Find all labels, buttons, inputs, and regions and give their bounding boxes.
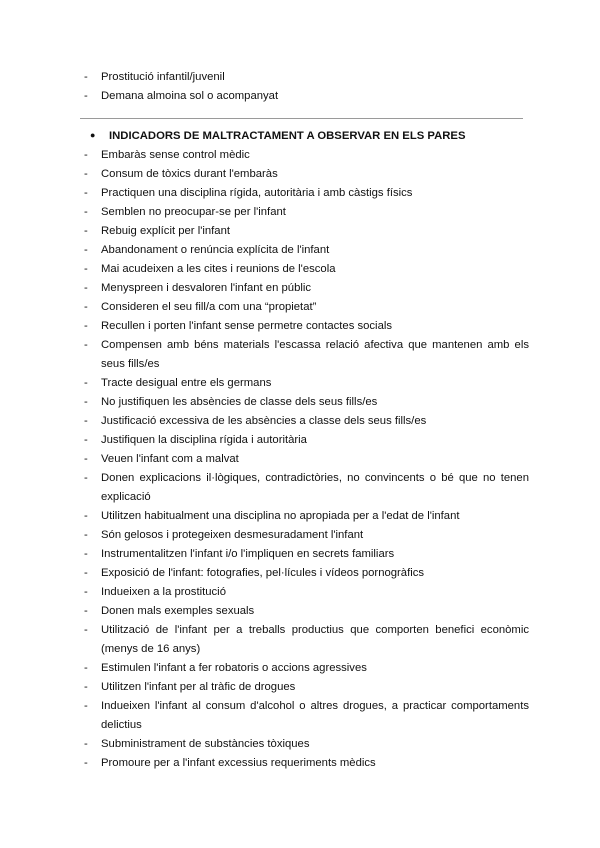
list-item: - Utilització de l'infant per a treballs productius que comporten benefici econòmic (menys de 16 anys)	[84, 621, 529, 659]
list-item: - Promoure per a l'infant excessius requeriments mèdics	[84, 754, 529, 773]
list-item: - Instrumentalitzen l'infant i/o l'impliquen en secrets familiars	[84, 545, 529, 564]
list-item: - Donen explicacions il·lògiques, contradictòries, no convincents o bé que no tenen explicació	[84, 469, 529, 507]
list-item: - Utilitzen habitualment una disciplina no apropiada per a l'edat de l'infant	[84, 507, 529, 526]
list-item: - Estimulen l'infant a fer robatoris o accions agressives	[84, 659, 529, 678]
horizontal-divider	[80, 118, 523, 119]
list-item: - Subministrament de substàncies tòxiques	[84, 735, 529, 754]
list-item: - Practiquen una disciplina rígida, autoritària i amb càstigs físics	[84, 184, 529, 203]
list-item: - Semblen no preocupar-se per l'infant	[84, 203, 529, 222]
indicators-list	[84, 146, 529, 773]
list-item: - Consideren el seu fill/a com una “propietat”	[84, 298, 529, 317]
list-item: - Indueixen l'infant al consum d'alcohol o altres drogues, a practicar comportaments delictius	[84, 697, 529, 735]
list-item: - Donen mals exemples sexuals	[84, 602, 529, 621]
section-heading-text: INDICADORS DE MALTRACTAMENT A OBSERVAR EN ELS PARES	[109, 130, 466, 142]
list-item: - Utilitzen l'infant per al tràfic de drogues	[84, 678, 529, 697]
list-item: - Demana almoina sol o acompanyat	[84, 87, 529, 106]
list-item: - Rebuig explícit per l'infant	[84, 222, 529, 241]
list-item: - Recullen i porten l'infant sense permetre contactes socials	[84, 317, 529, 336]
list-item: - Compensen amb béns materials l'escassa relació afectiva que mantenen amb els seus fills/es	[84, 336, 529, 374]
continued-list	[84, 68, 529, 106]
list-item: - Consum de tòxics durant l'embaràs	[84, 165, 529, 184]
list-item: - Justifiquen la disciplina rígida i autoritària	[84, 431, 529, 450]
list-item: - Mai acudeixen a les cites i reunions de l'escola	[84, 260, 529, 279]
list-item: - Abandonament o renúncia explícita de l'infant	[84, 241, 529, 260]
list-item: - Tracte desigual entre els germans	[84, 374, 529, 393]
list-item: - Són gelosos i protegeixen desmesuradament l'infant	[84, 526, 529, 545]
list-item: - Embaràs sense control mèdic	[84, 146, 529, 165]
bullet-icon: ●	[90, 130, 96, 140]
list-item: - Menyspreen i desvaloren l'infant en públic	[84, 279, 529, 298]
list-item: - Justificació excessiva de les absències a classe dels seus fills/es	[84, 412, 529, 431]
list-item: - Exposició de l'infant: fotografies, pel·lícules i vídeos pornogràfics	[84, 564, 529, 583]
list-item: - No justifiquen les absències de classe dels seus fills/es	[84, 393, 529, 412]
section-heading	[90, 127, 466, 144]
list-item: - Veuen l'infant com a malvat	[84, 450, 529, 469]
list-item: - Prostitució infantil/juvenil	[84, 68, 529, 87]
list-item: - Indueixen a la prostitució	[84, 583, 529, 602]
